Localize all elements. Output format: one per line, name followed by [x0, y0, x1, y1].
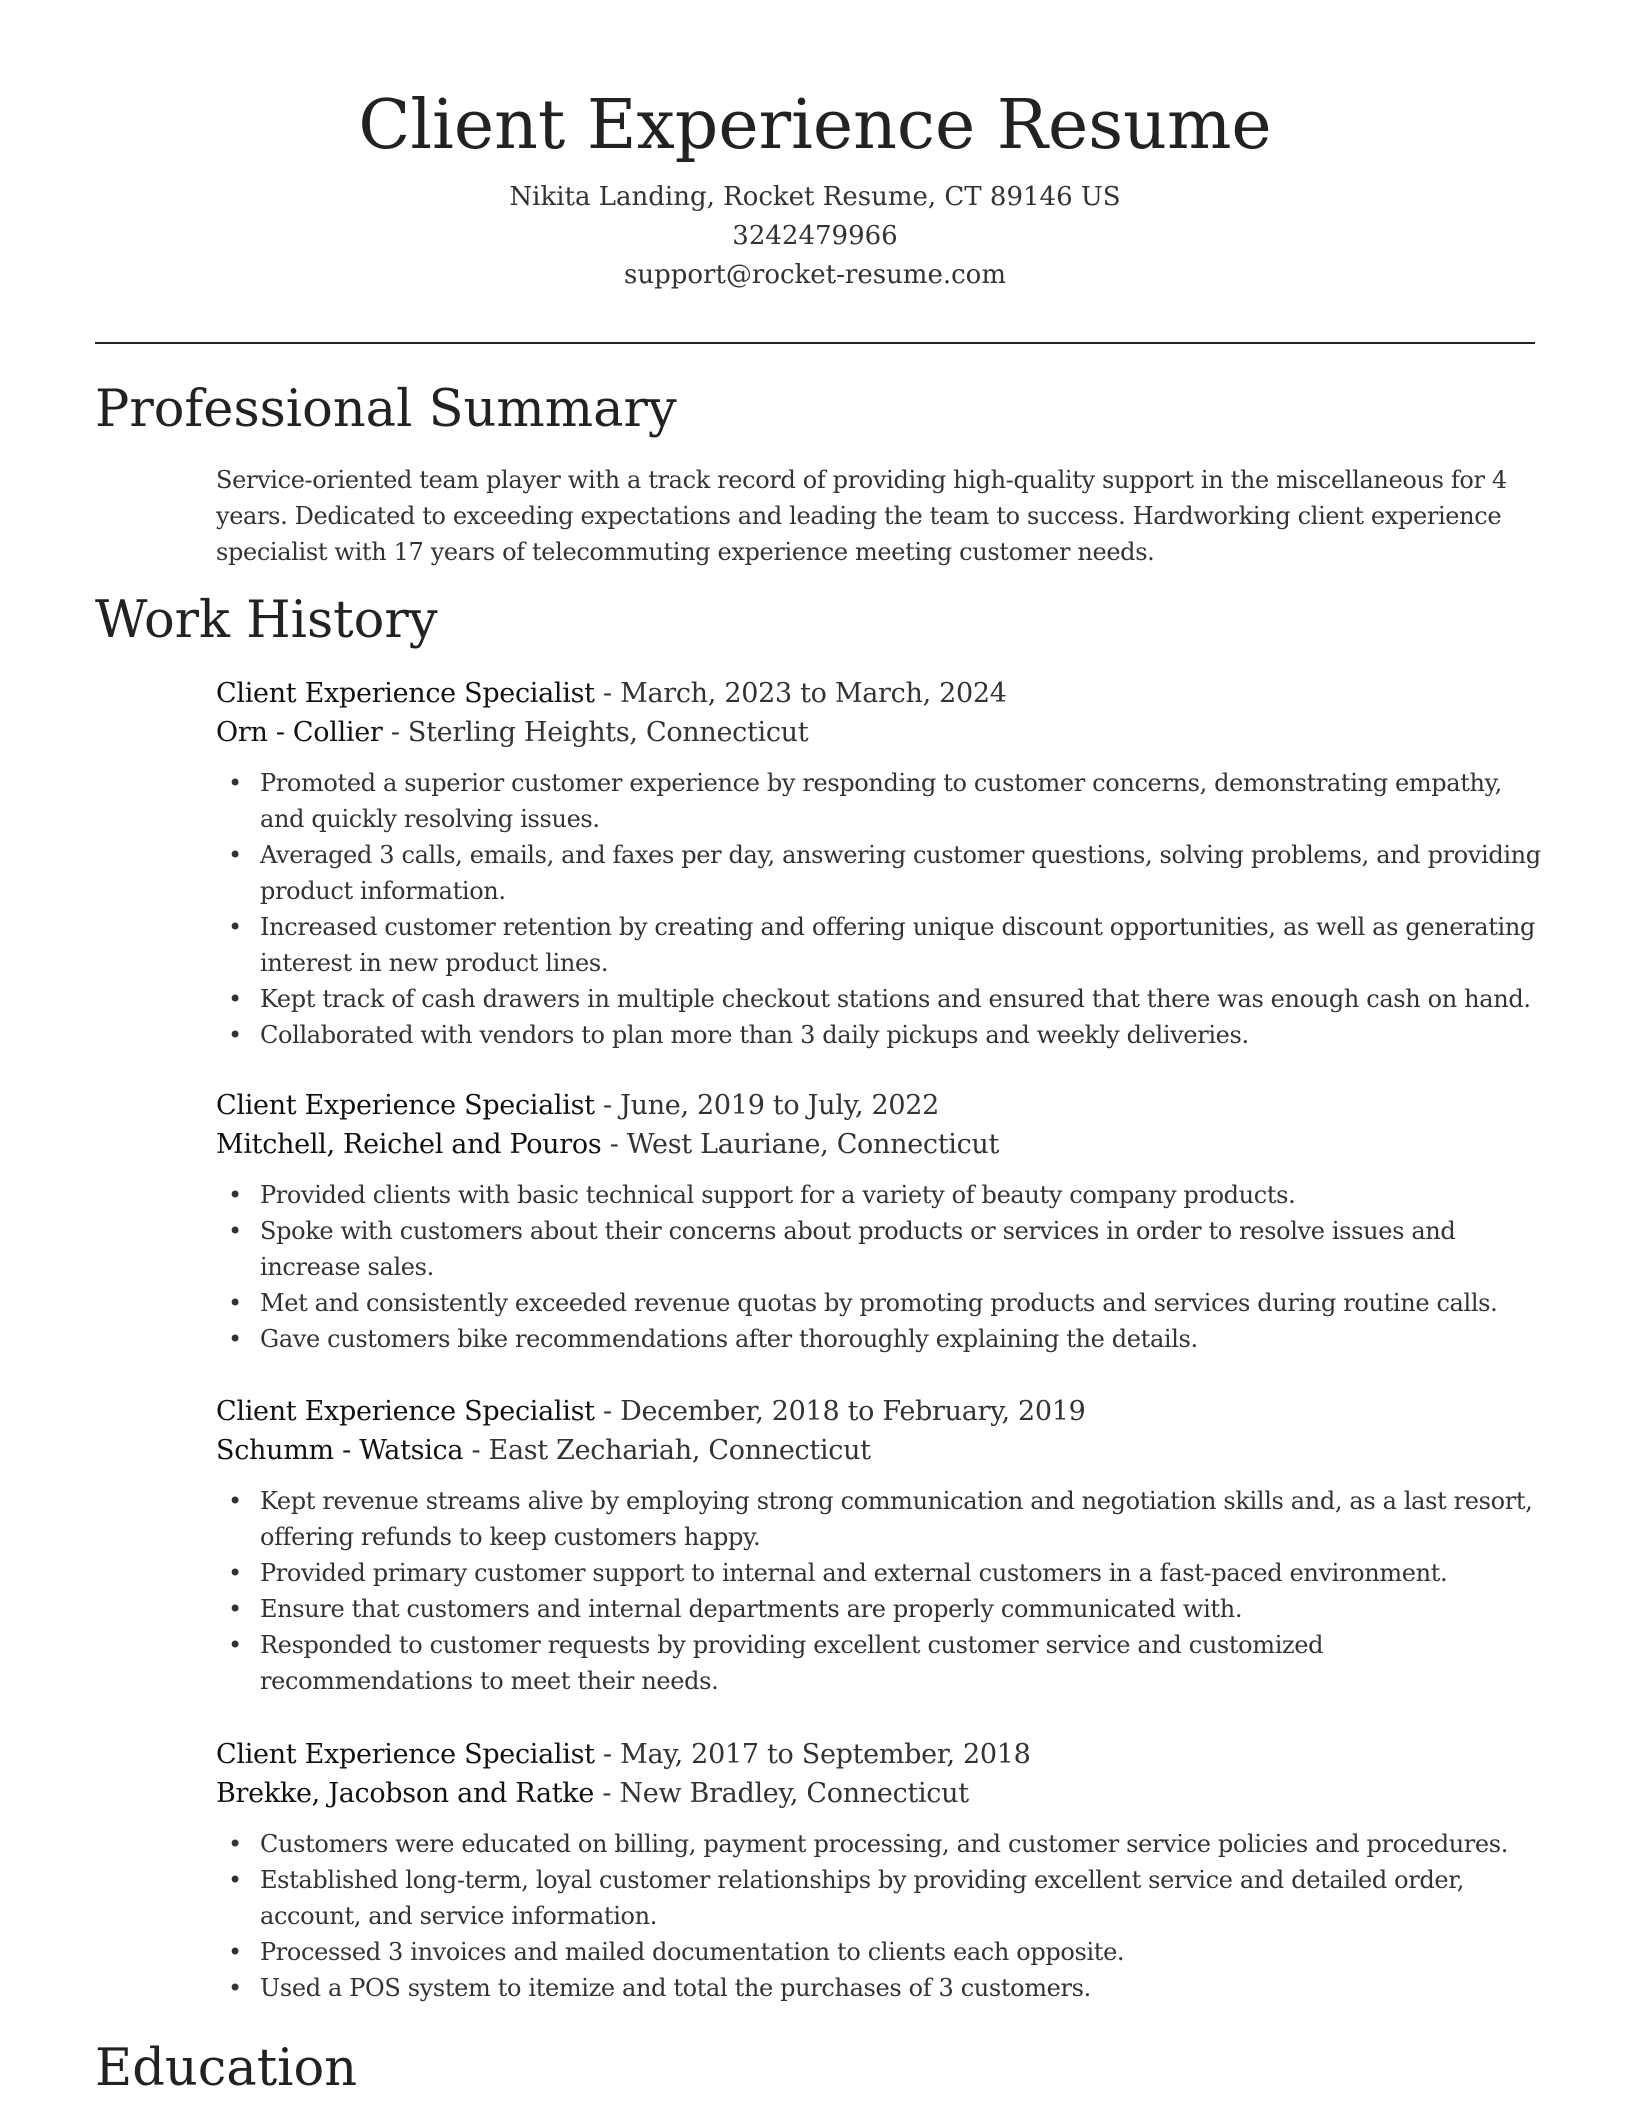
job-entry — [216, 674, 1541, 1053]
bullet-icon: • — [228, 769, 242, 797]
job-company-line: Orn - Collier - Sterling Heights, Connecticut — [216, 717, 809, 748]
bullet-icon: • — [228, 913, 242, 941]
job-bullet: • Met and consistently exceeded revenue quotas by promoting products and services during routine calls. — [260, 1285, 1541, 1321]
bullet-icon: • — [228, 1325, 242, 1353]
job-bullet: • Gave customers bike recommendations after thoroughly explaining the details. — [260, 1321, 1541, 1357]
bullet-icon: • — [228, 1631, 242, 1659]
job-company-line: Brekke, Jacobson and Ratke - New Bradley, Connecticut — [216, 1778, 969, 1809]
bullet-icon: • — [228, 1289, 242, 1317]
job-bullet: • Increased customer retention by creating and offering unique discount opportunities, as well as generating interest in new product lines. — [260, 909, 1541, 981]
job-dates: December, 2018 to February, 2019 — [620, 1396, 1086, 1427]
bullet-icon: • — [228, 1487, 242, 1515]
job-location: West Lauriane, Connecticut — [626, 1129, 1000, 1160]
job-bullets — [216, 1483, 1541, 1699]
job-title-line: Client Experience Specialist - December, 2018 to February, 2019 — [216, 1396, 1086, 1427]
job-bullet: • Processed 3 invoices and mailed documentation to clients each opposite. — [260, 1934, 1541, 1970]
job-company-line: Mitchell, Reichel and Pouros - West Lauriane, Connecticut — [216, 1129, 1000, 1160]
job-company: Schumm - Watsica — [216, 1435, 464, 1466]
job-title: Client Experience Specialist — [216, 1090, 595, 1121]
job-bullets — [216, 1177, 1541, 1357]
job-bullet: • Provided clients with basic technical support for a variety of beauty company products. — [260, 1177, 1541, 1213]
contact-address: Nikita Landing, Rocket Resume, CT 89146 US — [509, 182, 1121, 212]
job-bullet: • Provided primary customer support to internal and external customers in a fast-paced environment. — [260, 1555, 1541, 1591]
bullet-icon: • — [228, 1830, 242, 1858]
job-company-line: Schumm - Watsica - East Zechariah, Connecticut — [216, 1435, 871, 1466]
job-company: Orn - Collier — [216, 717, 383, 748]
job-bullet: • Used a POS system to itemize and total the purchases of 3 customers. — [260, 1970, 1541, 2006]
job-entry — [216, 1735, 1541, 2006]
job-dates: March, 2023 to March, 2024 — [620, 678, 1007, 709]
bullet-icon: • — [228, 1974, 242, 2002]
job-bullet: • Averaged 3 calls, emails, and faxes per day, answering customer questions, solving problems, and providing product information. — [260, 837, 1541, 909]
contact-phone: 3242479966 — [732, 221, 898, 251]
job-title-line: Client Experience Specialist - May, 2017 to September, 2018 — [216, 1739, 1031, 1770]
job-bullets — [216, 1826, 1541, 2006]
job-entry — [216, 1086, 1541, 1357]
bullet-icon: • — [228, 1217, 242, 1245]
job-location: Sterling Heights, Connecticut — [407, 717, 809, 748]
job-title: Client Experience Specialist — [216, 1739, 595, 1770]
bullet-icon: • — [228, 1938, 242, 1966]
job-bullet: • Ensure that customers and internal departments are properly communicated with. — [260, 1591, 1541, 1627]
job-bullet: • Promoted a superior customer experience by responding to customer concerns, demonstrating empathy, and quickly resolving issues. — [260, 765, 1541, 837]
job-location: New Bradley, Connecticut — [619, 1778, 969, 1809]
job-bullets — [216, 765, 1541, 1053]
bullet-icon: • — [228, 1021, 242, 1049]
work-history-heading: Work History — [95, 591, 438, 650]
summary-text: Service-oriented team player with a track record of providing high-quality support in the miscellaneous for 4 years. Dedicated to exceeding expectations and leading the team to success. Hardworking client experience specialist with 17 years of telecommuting experience meeting customer needs. — [216, 466, 1507, 566]
job-company: Mitchell, Reichel and Pouros — [216, 1129, 602, 1160]
bullet-icon: • — [228, 841, 242, 869]
job-dates: June, 2019 to July, 2022 — [620, 1090, 940, 1121]
job-company: Brekke, Jacobson and Ratke — [216, 1778, 595, 1809]
job-bullet: • Kept track of cash drawers in multiple checkout stations and ensured that there was enough cash on hand. — [260, 981, 1541, 1017]
job-bullet: • Customers were educated on billing, payment processing, and customer service policies and procedures. — [260, 1826, 1541, 1862]
contact-info — [95, 178, 1535, 295]
job-entry — [216, 1392, 1541, 1699]
job-title-line: Client Experience Specialist - June, 2019 to July, 2022 — [216, 1090, 940, 1121]
job-bullet: • Responded to customer requests by providing excellent customer service and customized recommendations to meet their needs. — [260, 1627, 1541, 1699]
header-divider — [95, 342, 1535, 344]
job-bullet: • Spoke with customers about their concerns about products or services in order to resolve issues and increase sales. — [260, 1213, 1541, 1285]
job-title: Client Experience Specialist — [216, 678, 595, 709]
job-title-line: Client Experience Specialist - March, 2023 to March, 2024 — [216, 678, 1007, 709]
job-bullet: • Kept revenue streams alive by employing strong communication and negotiation skills and, as a last resort, offering refunds to keep customers happy. — [260, 1483, 1541, 1555]
job-bullet: • Established long-term, loyal customer relationships by providing excellent service and detailed order, account, and service information. — [260, 1862, 1541, 1934]
job-location: East Zechariah, Connecticut — [488, 1435, 871, 1466]
bullet-icon: • — [228, 1866, 242, 1894]
resume-title: Client Experience Resume — [358, 86, 1272, 165]
job-title: Client Experience Specialist — [216, 1396, 595, 1427]
bullet-icon: • — [228, 1559, 242, 1587]
bullet-icon: • — [228, 1181, 242, 1209]
education-heading: Education — [95, 2039, 358, 2098]
summary-heading: Professional Summary — [95, 380, 677, 439]
job-dates: May, 2017 to September, 2018 — [620, 1739, 1031, 1770]
bullet-icon: • — [228, 985, 242, 1013]
job-bullet: • Collaborated with vendors to plan more than 3 daily pickups and weekly deliveries. — [260, 1017, 1541, 1053]
resume-header — [95, 84, 1535, 295]
contact-email: support@rocket-resume.com — [623, 260, 1006, 290]
bullet-icon: • — [228, 1595, 242, 1623]
